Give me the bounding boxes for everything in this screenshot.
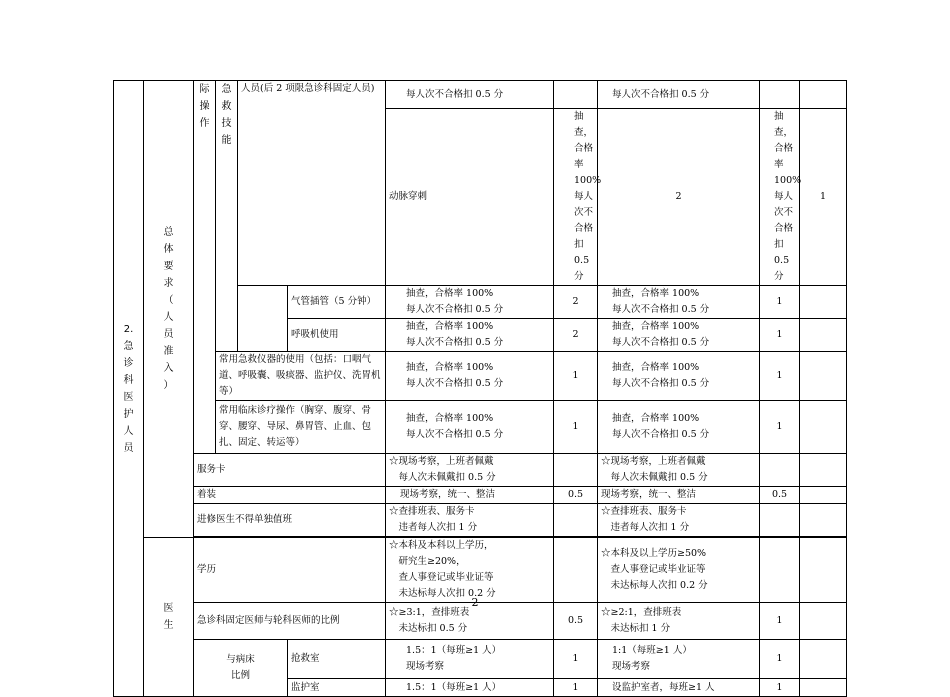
- group-doctor-label: 医 生: [163, 603, 174, 631]
- item-cell: 监护室: [288, 679, 386, 697]
- std1-cell: ☆现场考察，上班者佩戴 每人次未佩戴扣 0.5 分: [386, 454, 554, 487]
- blank-cell: [800, 640, 847, 679]
- std1-cell: 抽查，合格率 100% 每人次不合格扣 0.5 分: [386, 319, 554, 352]
- blank-cell: [800, 352, 847, 401]
- score2-cell: 1: [760, 352, 800, 401]
- score1-cell: 2: [598, 109, 760, 286]
- score1-cell: [554, 538, 598, 603]
- score2-cell: 1: [760, 319, 800, 352]
- rescue-skill-label: 急 救 技 能: [221, 84, 232, 146]
- table-row: [114, 401, 847, 454]
- table-row: [114, 504, 847, 537]
- item-cell: 呼吸机使用: [288, 319, 386, 352]
- score1-cell: [554, 81, 598, 109]
- group-general-label: 总 体 要 求 （ 人 员 准 入 ）: [163, 227, 174, 391]
- score1-cell: 1: [554, 352, 598, 401]
- score1-cell: 1: [554, 401, 598, 454]
- score1-cell: 1: [554, 640, 598, 679]
- blank-cell: [800, 81, 847, 109]
- score2-cell: [760, 454, 800, 487]
- score2-cell: 1: [760, 603, 800, 640]
- table-row: [114, 640, 847, 679]
- table-row: [114, 352, 847, 401]
- blank-cell: [800, 401, 847, 454]
- item-cell: 服务卡: [194, 454, 386, 487]
- score1-cell: 2: [554, 286, 598, 319]
- item-cell: 进修医生不得单独值班: [194, 504, 386, 537]
- score1-cell: [554, 454, 598, 487]
- score2-cell: [760, 538, 800, 603]
- score1-cell: 1: [554, 679, 598, 697]
- std2-cell: ☆本科及以上学历≥50% 查人事登记或毕业证等 未达标每人次扣 0.2 分: [598, 538, 760, 603]
- score1-cell: 0.5: [554, 603, 598, 640]
- blank-cell: [800, 679, 847, 697]
- std1-cell: 抽查，合格率 100% 每人次不合格扣 0.5 分: [386, 352, 554, 401]
- std1-cell: ☆查排班表、服务卡 违者每人次扣 1 分: [386, 504, 554, 537]
- std2-cell: ☆查排班表、服务卡 违者每人次扣 1 分: [598, 504, 760, 537]
- std1-cell: 抽查，合格率 100% 每人次不合格扣 0.5 分: [554, 109, 598, 286]
- std1-cell: 抽查，合格率 100% 每人次不合格扣 0.5 分: [386, 286, 554, 319]
- table-row: [114, 487, 847, 504]
- score2-cell: 1: [760, 640, 800, 679]
- blank-cell: [800, 454, 847, 487]
- item-cell: 常用临床诊疗操作（胸穿、腹穿、骨穿、腰穿、导尿、鼻胃管、止血、包扎、固定、转运等）: [216, 401, 386, 454]
- item-cell: 抢救室: [288, 640, 386, 679]
- item-cell: 急诊科固定医师与轮科医师的比例: [194, 603, 386, 640]
- item-cell: 气管插管（5 分钟）: [288, 286, 386, 319]
- std2-cell: 抽查，合格率 100% 每人次不合格扣 0.5 分: [598, 319, 760, 352]
- score1-cell: [554, 504, 598, 537]
- personnel-note-cell: [238, 81, 386, 286]
- std2-cell: 1:1（每班≥1 人） 现场考察: [598, 640, 760, 679]
- std1-cell: 每人次不合格扣 0.5 分: [386, 81, 554, 109]
- blank-cell: [800, 538, 847, 603]
- score2-cell: 1: [760, 401, 800, 454]
- score2-cell: [760, 504, 800, 537]
- std2-cell: 抽查，合格率 100% 每人次不合格扣 0.5 分: [760, 109, 800, 286]
- std2-cell: 每人次不合格扣 0.5 分: [598, 81, 760, 109]
- score1-cell: 0.5: [554, 487, 598, 504]
- std1-cell: 现场考察，统一、整洁: [386, 487, 554, 504]
- std1-cell: 1.5：1（每班≥1 人）: [386, 679, 554, 697]
- group-general-cell: [144, 81, 194, 538]
- blank-cell: [238, 286, 288, 352]
- std1-cell: ☆≥3:1，查排班表 未达标扣 0.5 分: [386, 603, 554, 640]
- std1-cell: ☆本科及本科以上学历， 研究生≥20%， 查人事登记或毕业证等 未达标每人次扣 0.2 分: [386, 538, 554, 603]
- table-row: [114, 81, 847, 109]
- score1-cell: 2: [554, 319, 598, 352]
- std2-cell: 设监护室者，每班≥1 人: [598, 679, 760, 697]
- table-row: [114, 538, 847, 603]
- blank-cell: [800, 504, 847, 537]
- std2-cell: 现场考察，统一、整洁: [598, 487, 760, 504]
- std2-cell: ☆≥2:1，查排班表 未达标扣 1 分: [598, 603, 760, 640]
- score2-cell: 1: [800, 109, 847, 286]
- score2-cell: 1: [760, 679, 800, 697]
- group-doctor-cell: [144, 538, 194, 697]
- score2-cell: 1: [760, 286, 800, 319]
- score2-cell: [760, 81, 800, 109]
- blank-cell: [800, 487, 847, 504]
- std1-cell: 1.5：1（每班≥1 人） 现场考察: [386, 640, 554, 679]
- rescue-skill-cell: [216, 81, 238, 352]
- section-label: 2. 急 诊 科 医 护 人 员: [123, 323, 134, 454]
- std2-cell: 抽查，合格率 100% 每人次不合格扣 0.5 分: [598, 352, 760, 401]
- blank-cell: [800, 319, 847, 352]
- bed-ratio-cell: 与病床 比例: [194, 640, 288, 697]
- personnel-note: 人员(后 2 项限急诊科固定人员): [241, 83, 375, 94]
- item-cell: 着装: [194, 487, 386, 504]
- std2-cell: ☆现场考察，上班者佩戴 每人次未佩戴扣 0.5 分: [598, 454, 760, 487]
- interaction-label: 际 操 作: [199, 84, 210, 129]
- interaction-cell: [194, 81, 216, 454]
- item-cell: 学历: [194, 538, 386, 603]
- std1-cell: 抽查，合格率 100% 每人次不合格扣 0.5 分: [386, 401, 554, 454]
- item-cell: 常用急救仪器的使用（包括：口咽气道、呼吸囊、吸痰器、监护仪、洗胃机等）: [216, 352, 386, 401]
- score2-cell: 0.5: [760, 487, 800, 504]
- std2-cell: 抽查，合格率 100% 每人次不合格扣 0.5 分: [598, 286, 760, 319]
- page-number: 2: [471, 596, 479, 609]
- table-row: [114, 454, 847, 487]
- item-cell: 动脉穿刺: [386, 109, 554, 286]
- blank-cell: [800, 286, 847, 319]
- std2-cell: 抽查，合格率 100% 每人次不合格扣 0.5 分: [598, 401, 760, 454]
